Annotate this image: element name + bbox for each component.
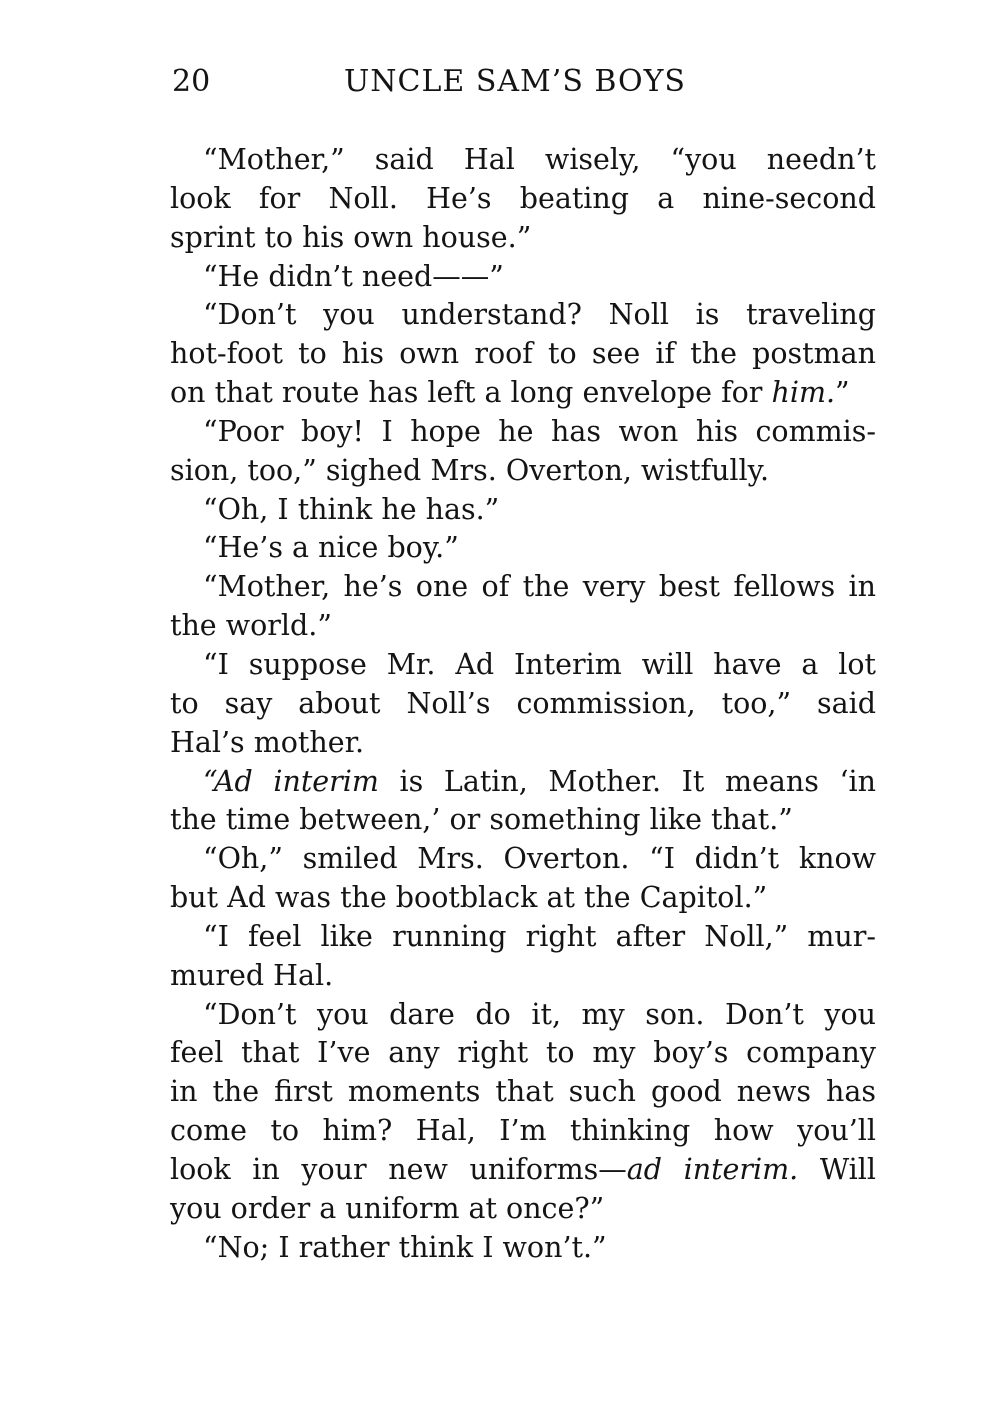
paragraph bbox=[170, 529, 876, 568]
paragraph bbox=[170, 996, 876, 1229]
text-line: “Don’t you dare do it, my son. Don’t you bbox=[203, 997, 876, 1031]
paragraph bbox=[170, 258, 876, 297]
paragraph bbox=[170, 763, 876, 841]
paragraph bbox=[170, 141, 876, 258]
paragraph bbox=[170, 296, 876, 413]
text-line: “Don’t you understand? Noll is traveling bbox=[203, 298, 876, 332]
text-line: “Oh, I think he has.” bbox=[203, 492, 500, 526]
text-line: feel that I’ve any right to my boy’s company bbox=[170, 1036, 876, 1070]
text-run: ” bbox=[835, 376, 850, 410]
body-text bbox=[170, 141, 876, 1267]
paragraph bbox=[170, 1229, 876, 1268]
text-line: hot-foot to his own roof to see if the postman bbox=[170, 337, 876, 371]
text-line: “No; I rather think I won’t.” bbox=[203, 1230, 607, 1264]
text-line bbox=[170, 1151, 876, 1190]
text-line bbox=[170, 374, 876, 413]
paragraph bbox=[170, 491, 876, 530]
text-line: sprint to his own house.” bbox=[170, 220, 532, 254]
paragraph bbox=[170, 413, 876, 491]
paragraph bbox=[170, 918, 876, 996]
text-run: is Latin, Mother. It means ‘in bbox=[378, 764, 876, 798]
text-run: look in your new uniforms— bbox=[170, 1152, 627, 1186]
text-run: Will bbox=[798, 1152, 876, 1186]
italic-text: him. bbox=[771, 376, 836, 410]
text-line: “I suppose Mr. Ad Interim will have a lot bbox=[203, 647, 876, 681]
text-line: “Oh,” smiled Mrs. Overton. “I didn’t know bbox=[203, 842, 876, 876]
paragraph bbox=[170, 568, 876, 646]
page-header bbox=[172, 62, 878, 102]
text-line bbox=[170, 763, 876, 802]
text-line: “He’s a nice boy.” bbox=[203, 531, 459, 565]
text-line: “Poor boy! I hope he has won his commis- bbox=[203, 414, 876, 448]
text-line: “Mother,” said Hal wisely, “you needn’t bbox=[203, 143, 876, 176]
text-line: look for Noll. He’s beating a nine-second bbox=[170, 181, 876, 215]
text-line: but Ad was the bootblack at the Capitol.” bbox=[170, 881, 768, 915]
text-line: “I feel like running right after Noll,” mur- bbox=[203, 919, 876, 953]
running-head: UNCLE SAM’S BOYS bbox=[344, 64, 686, 99]
text-line: “He didn’t need——” bbox=[203, 259, 504, 293]
paragraph bbox=[170, 840, 876, 918]
text-line: in the first moments that such good news has bbox=[170, 1075, 876, 1109]
text-line: to say about Noll’s commission, too,” said bbox=[170, 686, 876, 720]
text-line: the world.” bbox=[170, 609, 332, 643]
page-number: 20 bbox=[172, 64, 211, 99]
text-line: sion, too,” sighed Mrs. Overton, wistfully. bbox=[170, 453, 770, 487]
text-line: the time between,’ or something like that.” bbox=[170, 803, 793, 837]
text-line: mured Hal. bbox=[170, 958, 334, 992]
text-line: Hal’s mother. bbox=[170, 725, 365, 759]
text-run: on that route has left a long envelope for bbox=[170, 376, 772, 410]
italic-text: ad interim. bbox=[626, 1152, 799, 1186]
text-line: come to him? Hal, I’m thinking how you’ll bbox=[170, 1114, 876, 1148]
paragraph bbox=[170, 646, 876, 763]
text-line: “Mother, he’s one of the very best fellows in bbox=[203, 570, 876, 604]
italic-text: “Ad interim bbox=[203, 764, 379, 798]
text-line: you order a uniform at once?” bbox=[170, 1191, 605, 1225]
